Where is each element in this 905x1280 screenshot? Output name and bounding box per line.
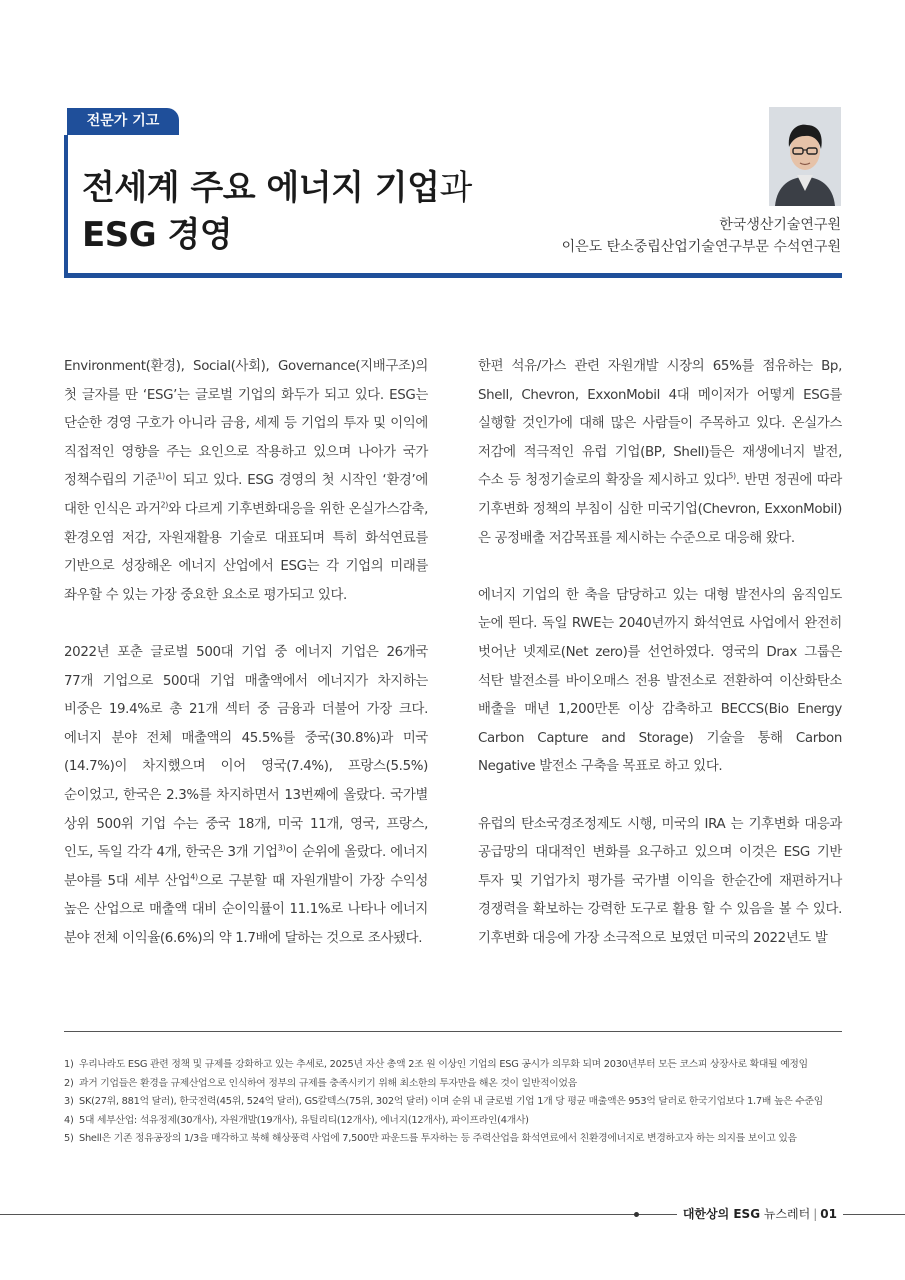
footnote-number: 3)	[64, 1096, 74, 1107]
paragraph-text: 이 순위에 올랐다. 에너지 분야를 5대 세부 산업	[64, 845, 428, 889]
author-info	[562, 214, 841, 258]
footnote-number: 4)	[64, 1114, 74, 1126]
paragraph-text: . 반면 정권에 따라 기후변화 정책의 부침이 심한 미국기업(Chevron, ExxonMobil)은 공정배출 저감목표를 제시하는 수준으로 대응해 왔다.	[478, 473, 842, 546]
paragraph	[64, 353, 428, 610]
paragraph-text: 으로 구분할 때 자원개발이 가장 수익성 높은 산업으로 매출액 대비 순이익률이 11.1%로 나타나 에너지 분야 전체 이익율(6.6%)의 약 1.7배에 달하는 것으로 조사됐다.	[64, 873, 428, 946]
page-footer	[677, 1206, 843, 1222]
footnote-text: Shell은 기존 정유공장의 1/3을 매각하고 북해 해상풍력 사업에 7,500만 파운드를 투자하는 등 주력산업을 화석연료에서 친환경에너지로 변경하고자 하는 의지를 보이고 있음	[79, 1133, 797, 1144]
body-column-right	[478, 353, 842, 953]
paragraph: 에너지 기업의 한 축을 담당하고 있는 대형 발전사의 움직임도 눈에 띈다. 독일 RWE는 2040년까지 화석연료 사업에서 완전히 벗어난 넷제로(Net zero)를 선언하였다. 영국의 Drax 그룹은 석탄 발전소를 바이오매스 전용 발전소로 전환하여 이산화탄소 배출을 매년 1,200만톤 이상 감축하고 BECCS(Bio Energy Carbon Capture and Storage) 기술을 통해 Carbon Negative 발전소 구축을 목표로 하고 있다.	[478, 587, 842, 775]
body-column-left	[64, 353, 428, 953]
title-underline	[64, 273, 842, 278]
footnote-item	[64, 1114, 840, 1128]
author-name: 이은도 탄소중립산업기술연구부문 수석연구원	[561, 239, 841, 255]
footnote-ref: 4)	[190, 872, 198, 882]
footnote-item	[64, 1077, 840, 1091]
footnote-ref: 5)	[728, 471, 736, 481]
paragraph-text: 이 되고 있다. ESG 경영의 첫 시작인 ‘환경’에 대한 인식은 과거	[64, 473, 428, 517]
title-line2: ESG 경영	[82, 215, 233, 255]
footnote-number: 2)	[64, 1077, 74, 1089]
paragraph-text: 2022년 포춘 글로벌 500대 기업 중 에너지 기업은 26개국 77개 기업으로 500대 기업 매출액에서 에너지가 차지하는 비중은 19.4%로 총 21개 섹터 중 금융과 더불어 가장 크다. 에너지 분야 전체 매출액의 45.5%를 중국(30.8%)과 미국(14.7%)이 차지했으며 이어 영국(7.4%), 프랑스(5.5%) 순이었고, 한국은 2.3%를 차지하면서 13번째에 올랐다. 국가별 상위 500위 기업 수는 중국 18개, 미국 11개, 영국, 프랑스, 인도, 독일 각각 4개, 한국은 3개 기업	[64, 644, 428, 861]
footer-separator: |	[813, 1207, 818, 1221]
author-org: 한국생산기술연구원	[719, 217, 841, 233]
footer-dot-icon	[634, 1212, 639, 1217]
paragraph-text: 한편 석유/가스 관련 자원개발 시장의 65%를 점유하는 Bp, Shell, Chevron, ExxonMobil 4대 메이저가 어떻게 ESG를 실행할 것인가에 대해 많은 사람들이 주목하고 있다. 온실가스 저감에 적극적인 유럽 기업(BP, Shell)들은 재생에너지 발전, 수소 등 청정기술로의 확장을 제시하고 있다	[478, 359, 842, 489]
footnote-text: 과거 기업들은 환경을 규제산업으로 인식하여 정부의 규제를 충족시키기 위해 최소한의 투자만을 해온 것이 일반적이었음	[79, 1077, 577, 1089]
footnote-number: 5)	[64, 1133, 74, 1144]
footnote-divider	[64, 1031, 842, 1032]
publication-name: 대한상의 ESG	[682, 1207, 761, 1221]
paragraph	[478, 353, 842, 553]
footnote-text: SK(27위, 881억 달러), 한국전력(45위, 524억 달러), GS칼텍스(75위, 302억 달러) 이며 순위 내 글로벌 기업 1개 당 평균 매출액은 953억 달러로 한국기업보다 1.7배 높은 수준임	[79, 1096, 823, 1107]
title-accent-bar	[64, 135, 68, 277]
footnote-ref: 2)	[160, 500, 169, 510]
paragraph: 유럽의 탄소국경조정제도 시행, 미국의 IRA 는 기후변화 대응과 공급망의 대대적인 변화를 요구하고 있으며 이것은 ESG 기반 투자 및 기업가치 평가를 국가별 이익을 한순간에 재편하거나 경쟁력을 확보하는 강력한 도구로 활용 할 수 있음을 볼 수 있다. 기후변화 대응에 가장 소극적으로 보였던 미국의 2022년도 발	[478, 816, 842, 946]
author-portrait-icon	[769, 107, 841, 206]
footnote-number: 1)	[64, 1059, 74, 1070]
footnote-item	[64, 1095, 840, 1109]
title-line1-light: 과	[439, 168, 472, 208]
footnote-ref: 1)	[157, 471, 165, 481]
page-number: 01	[820, 1207, 837, 1221]
footnote-ref: 3)	[277, 843, 286, 853]
paragraph-text: Environment(환경), Social(사회), Governance(지배구조)의 첫 글자를 딴 ‘ESG’는 글로벌 기업의 화두가 되고 있다. ESG는 단순한 경영 구호가 아니라 금융, 세제 등 기업의 투자 및 이익에 직접적인 영향을 주는 요인으로 작용하고 있으며 나아가 국가 정책수립의 기준	[64, 359, 428, 489]
footnote-item	[64, 1132, 840, 1146]
footnote-text: 5대 세부산업: 석유정제(30개사), 자원개발(19개사), 유틸리티(12개사), 에너지(12개사), 파이프라인(4개사)	[79, 1114, 529, 1126]
article-title	[82, 165, 472, 259]
footnotes	[64, 1058, 840, 1151]
author-photo	[769, 107, 841, 206]
paragraph-text: 와 다르게 기후변화대응을 위한 온실가스감축, 환경오염 저감, 자원재활용 기술로 대표되며 특히 화석연료를 기반으로 성장해온 에너지 산업에서 ESG는 각 기업의 미래를 좌우할 수 있는 가장 중요한 요소로 평가되고 있다.	[64, 501, 428, 603]
title-line1-bold: 전세계 주요 에너지 기업	[82, 168, 440, 208]
section-tag: 전문가 기고	[67, 108, 179, 135]
paragraph	[64, 639, 428, 954]
footnote-text: 우리나라도 ESG 관련 정책 및 규제를 강화하고 있는 추세로, 2025년 자산 총액 2조 원 이상인 기업의 ESG 공시가 의무화 되며 2030년부터 모든 코스피 상장사로 확대될 예정임	[79, 1059, 808, 1070]
publication-subtitle: 뉴스레터	[760, 1207, 811, 1221]
footnote-item	[64, 1058, 840, 1072]
